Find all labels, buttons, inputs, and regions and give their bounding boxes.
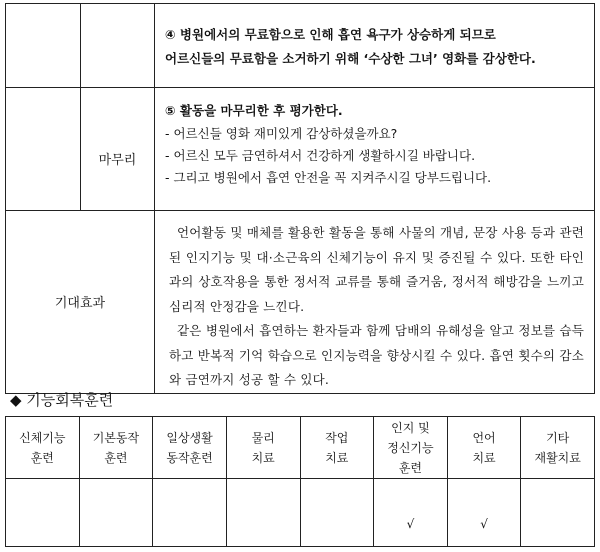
rehab-check-cell — [300, 479, 374, 547]
activity-blank-cell-1 — [6, 4, 81, 88]
rehab-table — [5, 416, 595, 547]
rehab-check-cell — [6, 479, 80, 547]
rehab-column-header: 기타 재활치료 — [521, 417, 595, 479]
rehab-check-cell: √ — [447, 479, 521, 547]
activity-blank-cell-3 — [6, 88, 81, 211]
rehab-column-header: 신체기능 훈련 — [6, 417, 80, 479]
step5-title: ⑤ 활동을 마무리한 후 평가한다. — [165, 103, 343, 118]
step5-item: - 그리고 병원에서 흡연 안전을 꼭 지켜주시길 당부드립니다. — [165, 170, 492, 185]
rehab-check-cell: √ — [374, 479, 448, 547]
expected-effect-label-cell — [6, 211, 155, 394]
activity-table — [5, 3, 595, 394]
step4-line-1: ④ 병원에서의 무료함으로 인해 흡연 욕구가 상승하게 되므로 — [165, 27, 496, 42]
closing-label: 마무리 — [98, 152, 137, 168]
expected-effect-content — [155, 211, 595, 394]
expected-effect-paragraph-2: 같은 병원에서 흡연하는 환자들과 함께 담배의 유해성을 알고 정보를 습득하고 반복적 기억 학습으로 인지능력을 향상시킬 수 있다. 흡연 횟수의 감소와 금연까지 성공 할 수 있다. — [169, 323, 584, 387]
rehab-column-header: 인지 및 정신기능 훈련 — [374, 417, 448, 479]
rehab-column-header: 작업 치료 — [300, 417, 374, 479]
expected-effect-label: 기대효과 — [54, 296, 106, 312]
step5-item: - 어르신들 영화 재미있게 감상하셨을까요? — [165, 126, 398, 141]
step4-line-2: 어르신들의 무료함을 소거하기 위해 ‘수상한 그녀’ 영화를 감상한다. — [165, 51, 536, 66]
rehab-column-header: 물리 치료 — [226, 417, 300, 479]
step5-item: - 어르신 모두 금연하셔서 건강하게 생활하시길 바랍니다. — [165, 148, 476, 163]
expected-effect-paragraph-1: 언어활동 및 매체를 활용한 활동을 통해 사물의 개념, 문장 사용 등과 관련된 인지기능 및 대·소근육의 신체기능이 유지 및 증진될 수 있다. 또한 타인과의 상호작용을 통한 정서적 교류를 통해 즐거움, 정서적 해방감을 느끼고 심리적 안정감을 느낀다. — [169, 225, 584, 314]
closing-label-cell — [81, 88, 155, 211]
rehab-check-cell — [521, 479, 595, 547]
rehab-column-header: 기본동작 훈련 — [79, 417, 153, 479]
rehab-check-cell — [226, 479, 300, 547]
step4-cell — [155, 4, 595, 88]
rehab-check-cell — [79, 479, 153, 547]
rehab-column-header: 일상생활 동작훈련 — [153, 417, 227, 479]
step5-cell — [155, 88, 595, 211]
rehab-section-heading: ◆ 기능회복훈련 — [10, 391, 114, 409]
rehab-column-header: 언어 치료 — [447, 417, 521, 479]
activity-blank-cell-2 — [81, 4, 155, 88]
rehab-check-cell — [153, 479, 227, 547]
